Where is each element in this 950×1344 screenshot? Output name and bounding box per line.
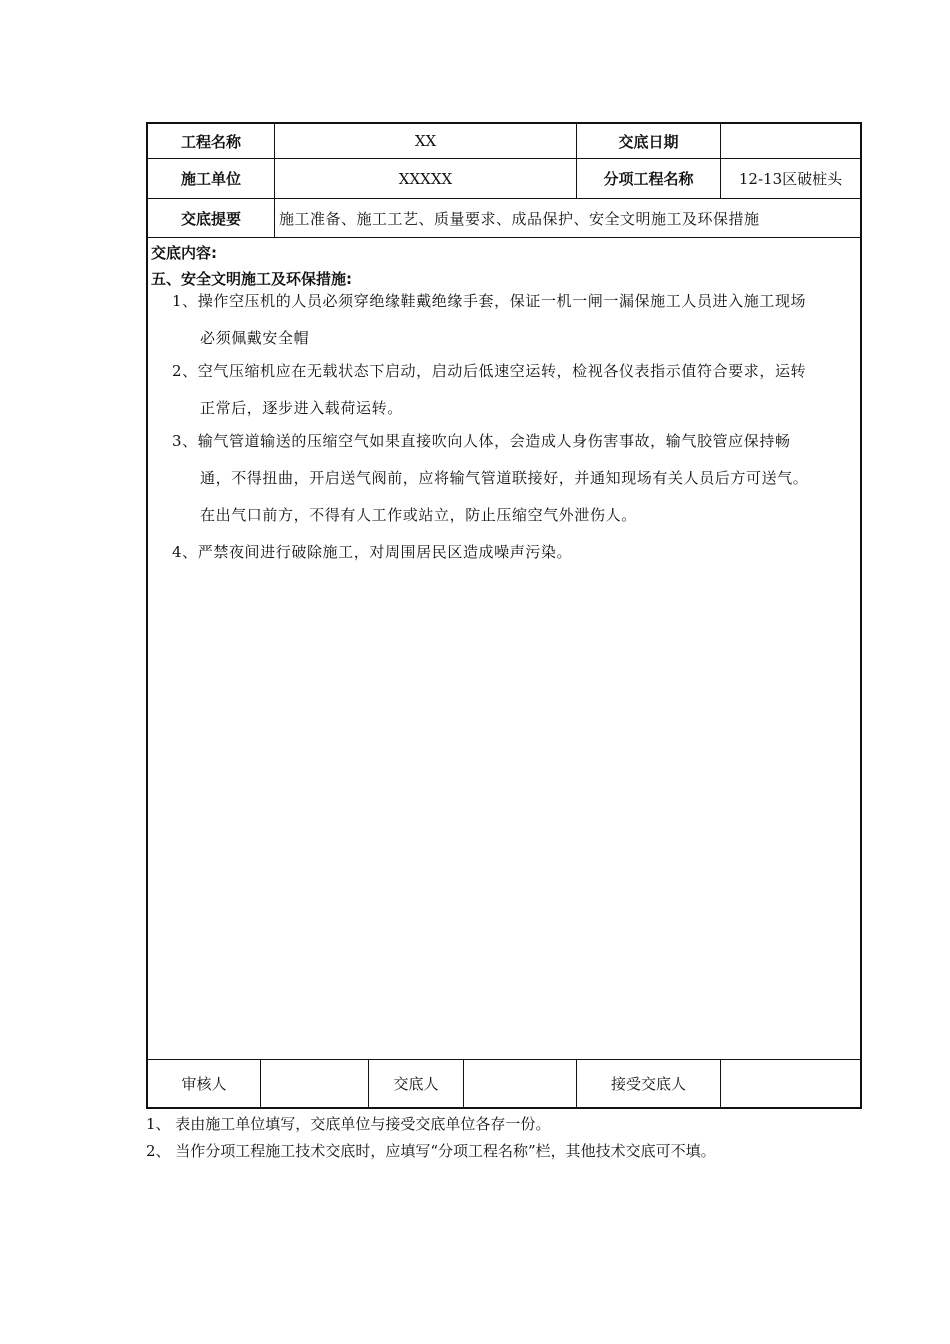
list-item	[172, 423, 856, 534]
summary-value: 施工准备、施工工艺、质量要求、成品保护、安全文明施工及环保措施	[274, 199, 860, 237]
project-name-label: 工程名称	[180, 132, 241, 151]
content-heading: 交底内容:	[151, 244, 217, 262]
item-line-cont: 正常后，逐步进入载荷运转。	[200, 399, 403, 417]
list-item	[172, 353, 856, 427]
receiver-field[interactable]	[720, 1060, 860, 1107]
unit-label: 施工单位	[180, 170, 241, 188]
row-signatures	[148, 1060, 860, 1107]
row-unit	[148, 159, 860, 199]
project-name-value: XX	[274, 124, 576, 158]
reviewer-label: 审核人	[181, 1075, 227, 1093]
disclosure-form	[146, 122, 862, 1109]
disclosure-content	[148, 238, 860, 1060]
row-summary	[148, 199, 860, 238]
footnote: 1、 表由施工单位填写，交底单位与接受交底单位各存一份。	[146, 1115, 551, 1133]
date-value	[720, 124, 860, 158]
date-label: 交底日期	[576, 124, 720, 158]
item-line: 1、操作空压机的人员必须穿绝缘鞋戴绝缘手套，保证一机一闸一漏保施工人员进入施工现场	[172, 292, 807, 310]
footnote: 2、 当作分项工程施工技术交底时，应填写“分项工程名称”栏，其他技术交底可不填。	[146, 1142, 716, 1160]
reviewer-field[interactable]	[260, 1060, 368, 1107]
item-line-cont: 通，不得扭曲，开启送气阀前，应将输气管道联接好，并通知现场有关人员后方可送气。	[200, 469, 809, 487]
summary-label: 交底提要	[180, 209, 241, 228]
item-line: 2、空气压缩机应在无载状态下启动，启动后低速空运转，检视各仪表指示值符合要求，运转	[172, 362, 807, 380]
sub-project-value: 12-13区破桩头	[720, 159, 860, 198]
discloser-label: 交底人	[368, 1060, 463, 1107]
footnotes	[146, 1111, 716, 1165]
item-line: 4、严禁夜间进行破除施工，对周围居民区造成噪声污染。	[172, 543, 573, 561]
item-line-cont: 必须佩戴安全帽	[200, 329, 310, 347]
discloser-field[interactable]	[463, 1060, 576, 1107]
section-title: 五、安全文明施工及环保措施:	[151, 270, 352, 288]
sub-project-label: 分项工程名称	[576, 159, 720, 198]
unit-value: XXXXX	[274, 159, 576, 198]
item-line: 3、输气管道输送的压缩空气如果直接吹向人体，会造成人身伤害事故，输气胶管应保持畅	[172, 432, 791, 450]
list-item	[172, 534, 856, 571]
item-line-cont: 在出气口前方，不得有人工作或站立，防止压缩空气外泄伤人。	[200, 506, 637, 524]
receiver-label: 接受交底人	[576, 1060, 720, 1107]
row-project	[148, 124, 860, 159]
list-item	[172, 283, 856, 357]
